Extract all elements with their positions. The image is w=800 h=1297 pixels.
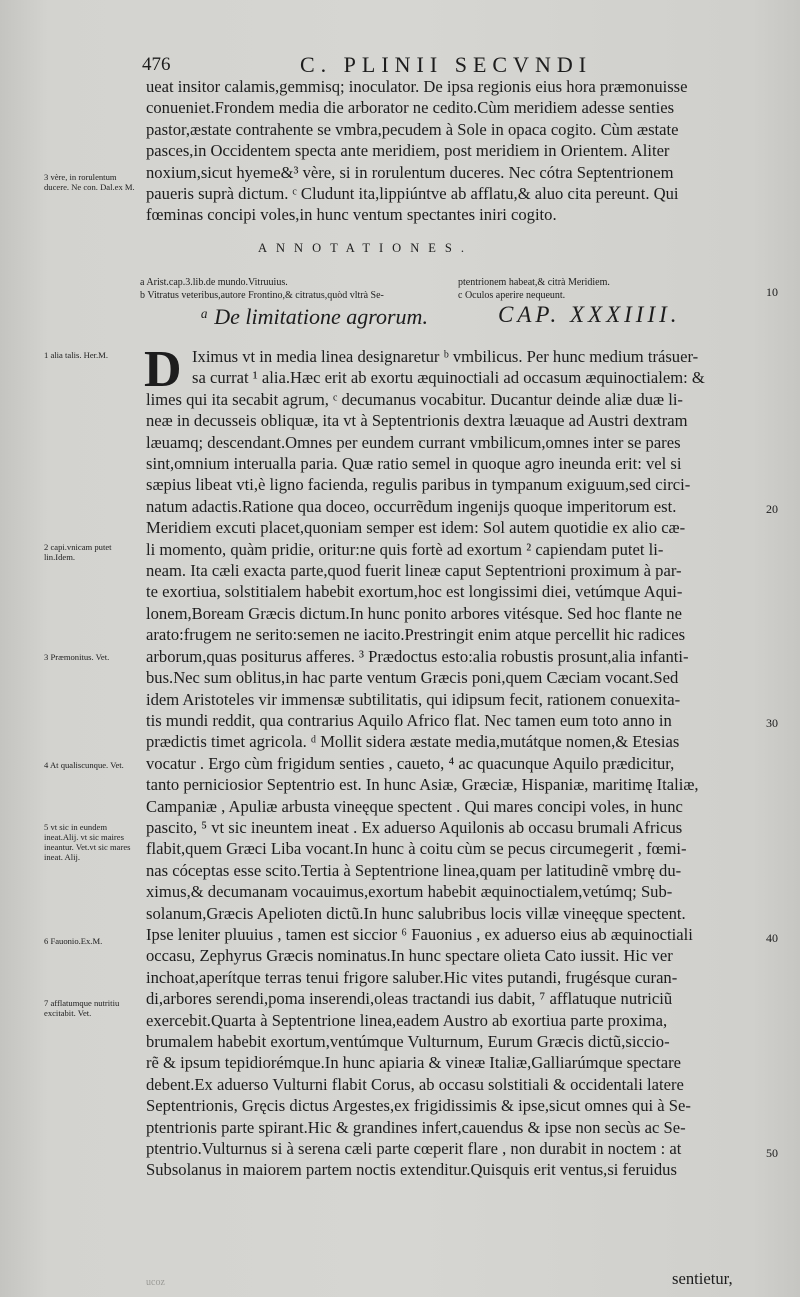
text-line: sa currat ¹ alia.Hæc erit ab exortu æquinoctiali ad occasum æquinoctialem: & — [192, 368, 705, 388]
margin-note: 5 vt sic in eundem ineat.Alij. vt sic maires ineantur. Vet.vt sic mares ineat. Alij. — [44, 822, 131, 862]
chapter-title: ᵃ De limitatione agrorum. — [200, 304, 428, 329]
text-line: vocatur . Ergo cùm frigidum senties , caueto, ⁴ ac quacunque Aquilo prædicitur, — [146, 753, 675, 773]
footnote: ptentrionem habeat,& citrà Meridiem. — [458, 277, 610, 288]
text-line: pasces,in Occidentem specta ante meridiem, post meridiem in Orientem. Aliter — [146, 141, 670, 161]
text-line: paueris suprà dictum. ᶜ Cludunt ita,lippiúntve ab afflatu,& aluo cita pereunt. Qui — [146, 184, 679, 204]
footnote: c Oculos aperire nequeunt. — [458, 290, 566, 301]
text-line: ptentrionis parte spirant.Hic & grandines infert,cauendus & ipse non secùs ac Se- — [146, 1117, 686, 1137]
footnote: b Vitratus veteribus,autore Frontino,& citratus,quòd vltrà Se- — [140, 290, 384, 301]
footnotes-right-column — [458, 276, 766, 302]
text-line: prædictis timet agricola. ᵈ Mollit sidera æstate media,mutátque nomen,& Etesias — [146, 732, 680, 752]
text-line: debent.Ex aduerso Vulturni flabit Corus, ab occasu solstitiali & occidentali latere — [146, 1074, 684, 1094]
text-line: brumalem habebit exortum,ventúmque Vulturnum, Eurum Græcis dictũ,siccio- — [146, 1032, 670, 1051]
text-line: neæ in decusseis obliquæ, ita vt à Septentrionis dextra læuaque ad Austri dextram — [146, 411, 688, 431]
text-line: lonem,Boream Græcis dictum.In hunc ponito arbores vitésque. Sed hoc flante ne — [146, 603, 682, 623]
running-title: C. PLINII SECVNDI — [300, 52, 593, 77]
text-line: natum adactis.Ratione qua doceo, occurrẽdum ingenijs quoque imperitorum est. — [146, 496, 677, 516]
text-line: pastor,æstate contrahente se vmbra,pecudem à Sole in opaca cogito. Cùm æstate — [146, 119, 679, 139]
text-line: rẽ & ipsum tepidiorémque.In hunc apiaria & vineæ Italiæ,Galliarúmque spectare — [146, 1053, 681, 1073]
text-line: sint,omnium interualla paria. Quæ ratio semel in quoque agro ineunda erit: vel si — [146, 454, 682, 474]
line-number: 30 — [766, 716, 778, 730]
text-line: arborum,quas positurus afferes. ³ Prædoctus esto:alia robustis prosunt,alia infanti- — [146, 646, 689, 666]
text-line: exercebit.Quarta à Septentrione linea,eadem Austro ab exortiua parte proxima, — [146, 1010, 668, 1030]
text-line: noxium,sicut hyeme&³ vère, si in rorulentum duceres. Nec cótra Septentrionem — [146, 162, 674, 182]
line-number: 40 — [766, 931, 778, 945]
text-line: Septentrionis, Gręcis dictus Argestes,ex frigidissimis & ipse,sicut omnes qui à Se- — [146, 1096, 691, 1116]
text-line: ptentrio.Vulturnus si à serena cæli parte cœperit flare , non durabit in noctem : at — [146, 1139, 682, 1159]
text-line: Subsolanus in maiorem partem noctis extenditur.Quisquis erit ventus,si feruidus — [146, 1160, 677, 1180]
text-line: Campaniæ , Apuliæ arbusta vineęque spectent . Qui mares concipi voles, in hunc — [146, 796, 683, 816]
margin-note: 2 capi.vnicam putet lin.Idem. — [44, 542, 112, 562]
text-line: di,arbores serendi,poma inserendi,oleas tractandi ius dabit, ⁷ afflatuque nutriciũ — [146, 989, 673, 1009]
text-line: ueat insitor calamis,gemmisq; inoculator. De ipsa regionis eius hora præmonuisse — [146, 77, 688, 96]
text-line: Ipse leniter pluuius , tamen est siccior ⁶ Fauonius , ex aduerso eius ab æquinoctiali — [146, 924, 693, 944]
text-line: occasu, Zephyrus Græcis nominatus.In hunc spectare olieta Cato iussit. Hic ver — [146, 946, 673, 966]
drop-capital: D — [144, 341, 182, 398]
text-line: arato:frugem ne serito:semen ne iacito.Prestringit enim atque percellit hic radices — [146, 625, 686, 645]
line-number: 10 — [766, 285, 778, 299]
chapter-number: CAP. XXXIIII. — [498, 302, 681, 327]
margin-note: 3 Præmonitus. Vet. — [44, 652, 110, 662]
text-line: pascito, ⁵ vt sic ineuntem ineat . Ex aduerso Aquilonis ab occasu brumali Africus — [146, 817, 683, 837]
text-line: fœminas concipi voles,in hunc ventum spectantes iniri cogito. — [146, 205, 557, 225]
text-line: flabit,quem Græci Liba vocant.In hunc à coitu cùm se pecus circumegerit , fœmi- — [146, 839, 687, 859]
text-line: Meridiem excuti placet,quoniam semper est idem: Sol autem quotidie ex alio cæ- — [146, 518, 686, 538]
text-line: solanum,Græcis Apelioten dictũ.In hunc salubribus locis villæ vineęque spectent. — [146, 903, 686, 923]
margin-note: 6 Fauonio.Ex.M. — [44, 936, 103, 946]
text-line: li momento, quàm pridie, oritur:ne quis fortè ad exortum ² capiendam putet li- — [146, 539, 664, 559]
text-line: sæpius libeat vti,è ligno facienda, regulis paribus in tympanum exiguum,sed circi- — [146, 475, 691, 495]
margin-note: 4 At qualiscunque. Vet. — [44, 760, 124, 770]
text-line: conueniet.Frondem media die arborator ne cedito.Cùm meridiem adesse senties — [146, 98, 675, 118]
top-text-block — [146, 76, 762, 226]
margin-note: 7 afflatumque nutritiu excitabit. Vet. — [44, 998, 120, 1018]
margin-note: 3 vère, in rorulentum ducere. Ne con. Dal.ex M. — [44, 172, 135, 192]
text-line: tanto perniciosior Septentrio est. In hunc Asiæ, Græciæ, Hispaniæ, maritimę Italiæ, — [146, 775, 699, 795]
line-number: 50 — [766, 1146, 778, 1160]
text-line: limes qui ita secabit agrum, ᶜ decumanus vocabitur. Ducantur deinde aliæ duæ li- — [146, 389, 683, 409]
text-line: idem Aristoteles vir immensæ subtilitatis, qui idipsum fecit, rationem conuexita- — [146, 689, 681, 709]
footnote: a Arist.cap.3.lib.de mundo.Vitruuius. — [140, 277, 288, 288]
text-line: bus.Nec sum oblitus,in hac parte ventum Græcis poni,quem Cæciam vocant.Sed — [146, 668, 679, 688]
text-line: neam. Ita cæli exacta parte,quod fuerit lineæ caput Septentrioni proximum à par- — [146, 561, 682, 581]
text-line: Iximus vt in media linea designaretur ᵇ vmbilicus. Per hunc medium trásuer- — [192, 347, 699, 366]
faint-stamp: ucoz — [146, 1277, 165, 1288]
chapter-body — [144, 341, 762, 1181]
line-number: 20 — [766, 502, 778, 516]
annotations-heading: ANNOTATIONES. — [258, 241, 473, 255]
margin-note: 1 alia talis. Her.M. — [44, 350, 108, 360]
catchword: sentietur, — [672, 1269, 733, 1288]
text-line: te exortiua, solstitialem habebit exortum,hoc est longissimi diei, vetúmque Aqui- — [146, 582, 683, 602]
text-line: læuamq; descendant.Omnes per eundem currant vmbilicum,omnes inter se pares — [146, 432, 681, 452]
text-line: tis mundi reddit, qua contrarius Aquilo Africo flat. Nec tamen eum toto anno in — [146, 710, 672, 730]
page-number: 476 — [142, 54, 171, 75]
text-line: nas cóceptas esse scito.Tertia à Septentrione linea,quam per latitudinẽ vmbrę du- — [146, 860, 682, 880]
text-line: ximus,& decumanam vocauimus,exortum habebit æquinoctialem,vetúmq; Sub- — [146, 882, 673, 902]
text-line: inchoat,aperítque terras tenui frigore saluber.Hic vites putandi, frugésque curan- — [146, 967, 678, 987]
footnotes-left-column — [140, 276, 448, 302]
